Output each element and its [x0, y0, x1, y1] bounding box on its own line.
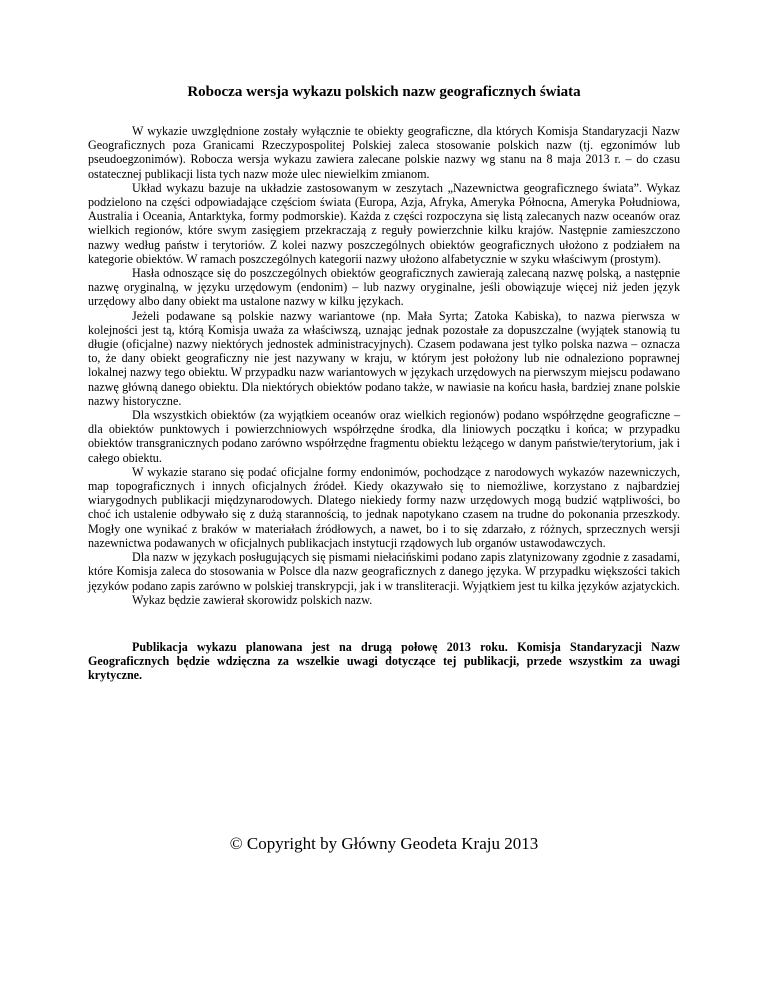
copyright-notice: © Copyright by Główny Geodeta Kraju 2013 [229, 834, 539, 853]
paragraph-index: Wykaz będzie zawierał skorowidz polskich nazw. [132, 592, 373, 607]
document-body [88, 124, 680, 607]
paragraph-coordinates: Dla wszystkich obiektów (za wyjątkiem oceanów oraz wielkich regionów) podano współrzędne geograficzne – dla obiektów punktowych i powierzchniowych współrzędne środka, dla liniowych początku i końca; w przypadku obiektów transgranicznych podano zarówno współrzędne fragmentu obiektu leżącego w danym państwie/terytorium, jak i całego obiektu. [88, 408, 680, 465]
paragraph-layout: Układ wykazu bazuje na układzie zastosowanym w zeszytach „Nazewnictwa geograficznego świata”. Wykaz podzielono na części odpowiadające częściom świata (Europa, Azja, Afryka, Ameryka Północna, Ameryka Południowa, Australia i Oceania, Antarktyka, formy podmorskie). Każda z części rozpoczyna się listą zalecanych nazw oceanów oraz wielkich regionów, które swym zasięgiem przekraczają z reguły powierzchnie kilku krajów. Następnie zamieszczono nazwy według państw i terytoriów. Z kolei nazwy poszczególnych obiektów geograficznych ułożono z podziałem na kategorie obiektów. W ramach poszczególnych kategorii nazwy ułożono alfabetycznie w szyku właściwym (prostym). [88, 180, 680, 266]
paragraph-romanization: Dla nazw w językach posługujących się pismami niełacińskimi podano zapis zlatynizowany zgodnie z zasadami, które Komisja zaleca do stosowania w Polsce dla nazw geograficznych z danego języka. W przypadku większości takich języków podano zapis zarówno w polskiej transkrypcji, jak i w transliteracji. Wyjątkiem jest tu kilka języków azjatyckich. [88, 550, 680, 593]
paragraph-sources: W wykazie starano się podać oficjalne formy endonimów, pochodzące z narodowych wykazów nazewniczych, map topograficznych i innych oficjalnych źródeł. Kiedy okazywało się to niemożliwe, korzystano z najbardziej wiarygodnych publikacji międzynarodowych. Dlatego niekiedy formy nazw urzędowych mogą budzić wątpliwości, bo choć ich ustalenie odbywało się z dużą starannością, to jednak napotykano czasem na trudne do pokonania przeszkody. Mogły one wynikać z braków w materiałach źródłowych, a nawet, bo i to się zdarzało, z różnych, sprzecznych wersji nazewnictwa podawanych w oficjalnych publikacjach instytucji rządowych lub organów ustawodawczych. [88, 464, 680, 550]
paragraph-entries: Hasła odnoszące się do poszczególnych obiektów geograficznych zawierają zalecaną nazwę polską, a następnie nazwę oryginalną, w języku urzędowym (endonim) – lub nazwy oryginalne, jeśli obowiązuje więcej niż jeden język urzędowy albo dany obiekt ma ustalone nazwy w kilku językach. [88, 266, 680, 309]
publication-notice: Publikacja wykazu planowana jest na drugą połowę 2013 roku. Komisja Standaryzacji Nazw Geograficznych będzie wdzięczna za wszelkie uwagi dotyczące tej publikacji, przede wszystkim za uwagi krytyczne. [88, 640, 680, 683]
document-title: Robocza wersja wykazu polskich nazw geograficznych świata [187, 84, 581, 100]
paragraph-variants: Jeżeli podawane są polskie nazwy wariantowe (np. Mała Syrta; Zatoka Kabiska), to nazwa pierwsza w kolejności jest tą, którą Komisja uważa za właściwszą, uznając jednak pozostałe za dopuszczalne (wyjątek stanowią tu długie (oficjalne) nazwy niektórych jednostek administracyjnych). Czasem podawana jest tylko polska nazwa – oznacza to, że dany obiekt geograficzny nie jest nazywany w kraju, w którym jest położony lub nie odnaleziono poprawnej lokalnej nazwy tego obiektu. W przypadku nazw wariantowych w językach urzędowych na pierwszym miejscu podawano nazwę główną danego obiektu. Dla niektórych obiektów podano także, w nawiasie na końcu hasła, bardziej znane polskie nazwy historyczne. [88, 308, 680, 408]
paragraph-scope: W wykazie uwzględnione zostały wyłącznie te obiekty geograficzne, dla których Komisja Standaryzacji Nazw Geograficznych poza Granicami Rzeczypospolitej Polskiej zaleca stosowanie polskich nazw (tj. egzonimów lub pseudoegzonimów). Robocza wersja wykazu zawiera zalecane polskie nazwy wg stanu na 8 maja 2013 r. – do czasu ostatecznej publikacji lista tych nazw może ulec niewielkim zmianom. [88, 124, 680, 181]
